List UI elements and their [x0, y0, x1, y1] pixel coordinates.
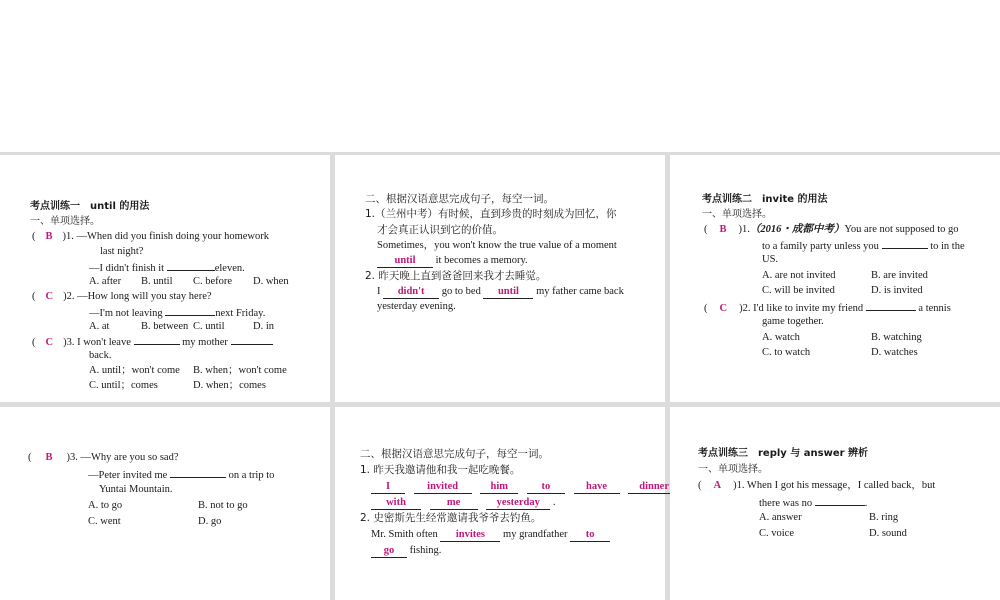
blank	[815, 494, 865, 506]
fill-answer: to	[570, 528, 610, 542]
option-b: B. not to go	[198, 500, 248, 511]
question-1: ( B )1.（2016・成都中考）You are not supposed to go	[704, 224, 959, 235]
blank	[882, 237, 928, 249]
question-line: US.	[762, 254, 779, 265]
section-heading: 考点训练一 until 的用法	[30, 201, 150, 212]
answer-letter: C	[45, 291, 54, 302]
answer-letter: B	[45, 452, 53, 463]
answer-letter: C	[719, 303, 728, 314]
option-a: A. at	[89, 321, 110, 332]
section-heading: 二、根据汉语意思完成句子，每空一词。	[365, 193, 554, 205]
question-1-english: Sometimes，you won't know the true value of a moment	[377, 240, 617, 251]
option-d: D. is invited	[871, 285, 923, 296]
question-line: game together.	[762, 316, 824, 327]
answer-letter: B	[719, 224, 727, 235]
option-d: D. sound	[869, 528, 907, 539]
question-2-chinese: 2. 史密斯先生经常邀请我爷爷去钓鱼。	[360, 512, 542, 524]
fill-answer: have	[574, 480, 620, 494]
fill-answer: I	[371, 480, 405, 494]
section-subtitle: 一、单项选择。	[30, 216, 100, 227]
fill-answer: until	[483, 285, 533, 299]
blank	[170, 466, 226, 478]
option-c: C. to watch	[762, 347, 811, 358]
fill-answer: invited	[414, 480, 472, 494]
option-b: B. when；won't come	[193, 365, 287, 376]
fill-answer: with	[371, 496, 421, 510]
option-a: A. after	[89, 276, 122, 287]
question-line: —I'm not leaving next Friday.	[89, 304, 265, 322]
question-line: —Peter invited me on a trip to	[88, 466, 274, 484]
option-d: D. in	[253, 321, 274, 332]
question-3: ( B )3. —Why are you so sad?	[28, 452, 179, 463]
question-2-english: I didn't go to bed until my father came back	[377, 286, 624, 297]
option-c: C. until	[193, 321, 225, 332]
fill-answer: invites	[440, 528, 500, 542]
question-line: Yuntai Mountain.	[99, 484, 173, 495]
fill-answer: until	[377, 254, 433, 268]
fill-answer: yesterday	[486, 496, 550, 510]
question-2-chinese: 2. 昨天晚上直到爸爸回来我才去睡觉。	[365, 270, 547, 282]
question-1-answers-row2: with me yesterday .	[371, 495, 556, 511]
section-subtitle: 一、单项选择。	[698, 464, 768, 475]
blank	[866, 299, 916, 311]
blank	[231, 333, 273, 345]
question-line: there was no .	[759, 494, 867, 512]
question-1: ( B )1. —When did you finish doing your homework	[32, 231, 269, 242]
option-a: A. watch	[762, 332, 800, 343]
option-d: D. go	[198, 516, 222, 527]
fill-answer: dinner	[628, 480, 680, 494]
option-c: C. before	[193, 276, 233, 287]
section-subtitle: 一、单项选择。	[702, 209, 772, 220]
option-d: D. watches	[871, 347, 918, 358]
answer-letter: C	[45, 337, 54, 348]
question-1-english-cont: until it becomes a memory.	[377, 253, 528, 269]
fill-answer: to	[527, 480, 565, 494]
option-b: B. watching	[871, 332, 922, 343]
blank	[134, 333, 180, 345]
question-2-english-cont: go fishing.	[371, 543, 441, 559]
section-heading: 考点训练三 reply 与 answer 辨析	[698, 448, 869, 459]
answer-letter: A	[713, 480, 722, 491]
option-b: B. are invited	[871, 270, 928, 281]
option-a: A. to go	[88, 500, 123, 511]
question-1-chinese-cont: 才会真正认识到它的价值。	[377, 224, 503, 236]
question-1-answers-row1	[371, 479, 680, 495]
question-line: to a family party unless you to in the	[762, 237, 965, 255]
question-line: back.	[89, 350, 112, 361]
blank	[165, 304, 215, 316]
fill-answer: go	[371, 544, 407, 558]
option-a: A. answer	[759, 512, 802, 523]
option-a: A. until；won't come	[89, 365, 180, 376]
option-b: B. ring	[869, 512, 899, 523]
option-d: D. when；comes	[193, 380, 266, 391]
section-heading: 考点训练二 invite 的用法	[702, 194, 828, 205]
option-b: B. until	[141, 276, 173, 287]
top-blank-area	[0, 0, 1000, 152]
panel-until-choice	[0, 155, 330, 402]
question-1-chinese: 1.（兰州中考）有时候，直到珍贵的时刻成为回忆，你	[365, 208, 617, 220]
question-2: ( C )2. I'd like to invite my friend a tennis	[704, 299, 951, 317]
question-line: last night?	[100, 246, 144, 257]
fill-answer: him	[480, 480, 518, 494]
option-a: A. are not invited	[762, 270, 836, 281]
section-heading: 二、根据汉语意思完成句子，每空一词。	[360, 448, 549, 460]
panel-invite-translation	[335, 407, 669, 600]
panel-until-choice-cont	[0, 407, 330, 600]
option-d: D. when	[253, 276, 289, 287]
answer-letter: B	[45, 231, 53, 242]
option-b: B. between	[141, 321, 189, 332]
option-c: C. voice	[759, 528, 794, 539]
question-1-chinese: 1. 昨天我邀请他和我一起吃晚餐。	[360, 464, 521, 476]
panel-until-translation	[335, 155, 665, 402]
question-2-english-cont: yesterday evening.	[377, 301, 456, 312]
option-c: C. will be invited	[762, 285, 835, 296]
blank	[167, 259, 215, 271]
question-2-english: Mr. Smith often invites my grandfather to	[371, 527, 610, 543]
fill-answer: me	[430, 496, 478, 510]
question-line: —I didn't finish it eleven.	[89, 259, 245, 277]
panel-reply-answer-choice	[670, 407, 1000, 600]
source-tag: （2016・成都中考）	[749, 224, 845, 235]
option-c: C. went	[88, 516, 121, 527]
fill-answer: didn't	[383, 285, 439, 299]
option-c: C. until；comes	[89, 380, 158, 391]
question-3: ( C )3. I won't leave my mother	[32, 333, 273, 351]
question-2: ( C )2. —How long will you stay here?	[32, 291, 212, 302]
panel-invite-choice	[670, 155, 1000, 402]
question-1: ( A )1. When I got his message，I called back，but	[698, 480, 936, 491]
